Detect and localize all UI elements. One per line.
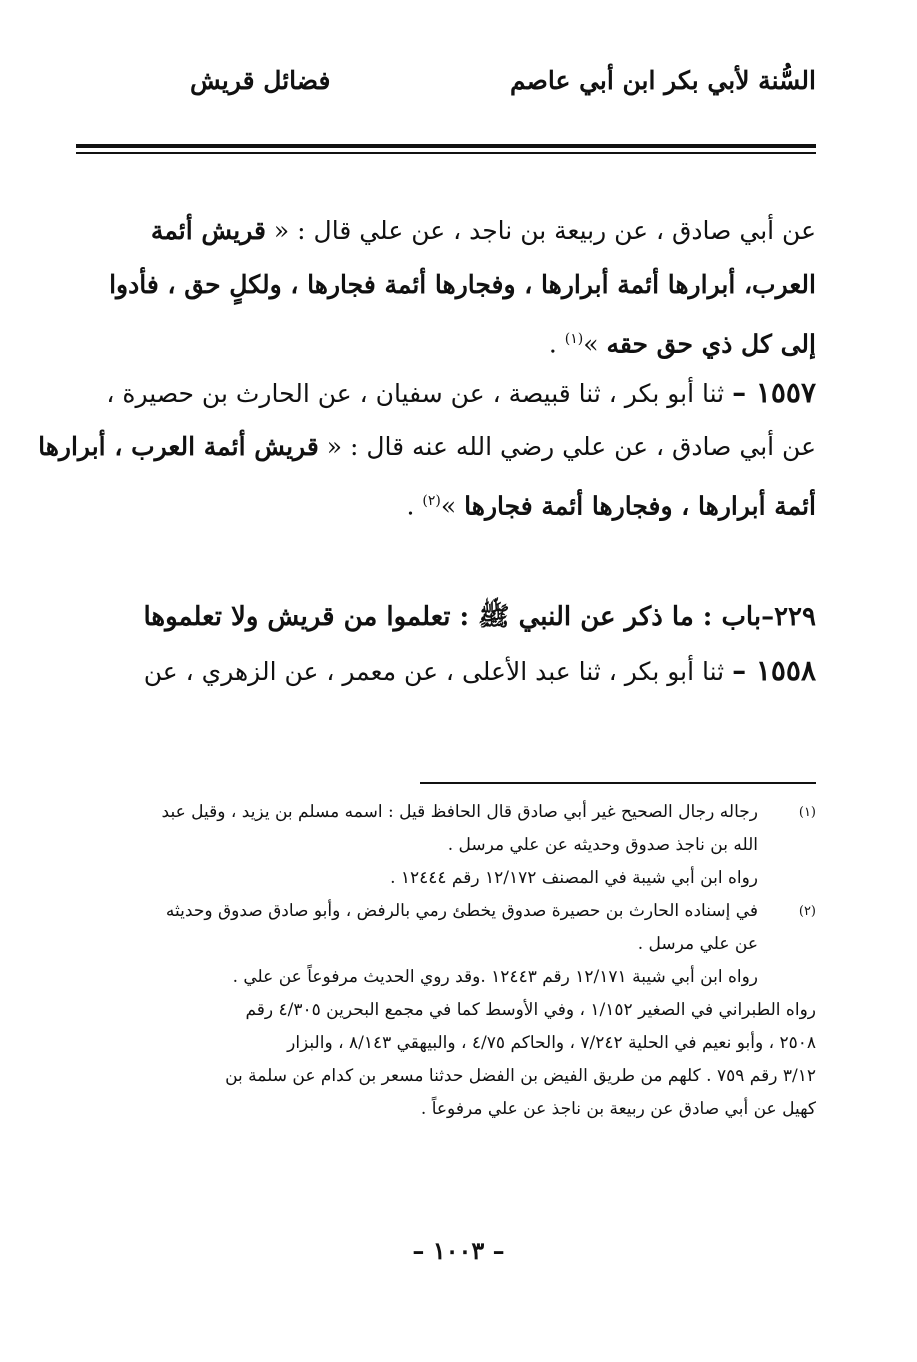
hadith-1557: ١٥٥٧ – ثنا أبو بكر ، ثنا قبيصة ، عن سفيان ، عن الحارث بن حصيرة ، [106, 376, 816, 409]
footnote-line: رواه ابن أبي شيبة في المصنف ١٢/١٧٢ رقم ١٢٤٤٤ . [390, 868, 758, 888]
footnote-line: الله بن ناجذ صدوق وحديثه عن علي مرسل . [447, 835, 758, 855]
chapter-heading: ٢٢٩–باب : ما ذكر عن النبي ﷺ : تعلموا من قريش ولا تعلموها [143, 602, 816, 632]
hadith-1558: ١٥٥٨ – ثنا أبو بكر ، ثنا عبد الأعلى ، عن معمر ، عن الزهري ، عن [143, 654, 816, 687]
footnote-line: عن علي مرسل . [637, 934, 758, 954]
footnote-ref[interactable]: (٢) [422, 493, 441, 509]
text-line: عن أبي صادق ، عن علي رضي الله عنه قال : « قريش أئمة العرب ، أبرارها [38, 432, 816, 461]
header-rule-thin [76, 152, 816, 154]
chapter-title: فضائل قريش [190, 66, 331, 95]
main-text [38, 204, 816, 698]
footnotes [76, 796, 816, 1126]
footnote-line: رواه ابن أبي شيبة ١٢/١٧١ رقم ١٢٤٤٣ .وقد روي الحديث مرفوعاً عن علي . [232, 967, 758, 987]
page-number: – ١٠٠٣ – [412, 1236, 505, 1265]
footnote-mark: (١) [798, 805, 816, 820]
text-line: عن أبي صادق ، عن ربيعة بن ناجد ، عن علي قال : « قريش أئمة [150, 216, 816, 245]
footnote-line: ٢٥٠٨ ، وأبو نعيم في الحلية ٧/٢٤٢ ، والحاكم ٤/٧٥ ، والبيهقي ٨/١٤٣ ، والبزار [287, 1033, 816, 1053]
text-line: إلى كل ذي حق حقه »$^{(١)}$ . [548, 329, 816, 359]
footnote-rule [420, 782, 816, 784]
book-title: السُّنة لأبي بكر ابن أبي عاصم [509, 66, 816, 95]
footnote-line: ٣/١٢ رقم ٧٥٩ . كلهم من طريق الفيض بن الفضل حدثنا مسعر بن كدام عن سلمة بن [225, 1066, 816, 1086]
header-rule-thick [76, 144, 816, 148]
footnote-2: (٢)في إسناده الحارث بن حصيرة صدوق يخطئ رمي بالرفض ، وأبو صادق صدوق وحديثه [76, 895, 816, 928]
running-header [76, 66, 816, 106]
hadith-number: ١٥٥٨ – [732, 654, 816, 687]
footnote-1: (١)رجاله رجال الصحيح غير أبي صادق قال الحافظ قيل : اسمه مسلم بن يزيد ، وقيل عبد [76, 796, 816, 829]
footnote-ref[interactable]: (١) [564, 331, 584, 347]
text-line: العرب، أبرارها أئمة أبرارها ، وفجارها أئمة فجارها ، ولكلٍ حق ، فأدوا [109, 270, 816, 299]
footnote-line: رواه الطبراني في الصغير ١/١٥٢ ، وفي الأوسط كما في مجمع البحرين ٤/٣٠٥ رقم [245, 1000, 816, 1020]
text-line: أئمة أبرارها ، وفجارها أئمة فجارها »$^{(٢)}$ . [406, 491, 816, 521]
footnote-mark: (٢) [798, 904, 816, 919]
footnote-line: كهيل عن أبي صادق عن ربيعة بن ناجذ عن علي مرفوعاً . [420, 1099, 816, 1119]
hadith-number: ١٥٥٧ – [732, 376, 816, 409]
